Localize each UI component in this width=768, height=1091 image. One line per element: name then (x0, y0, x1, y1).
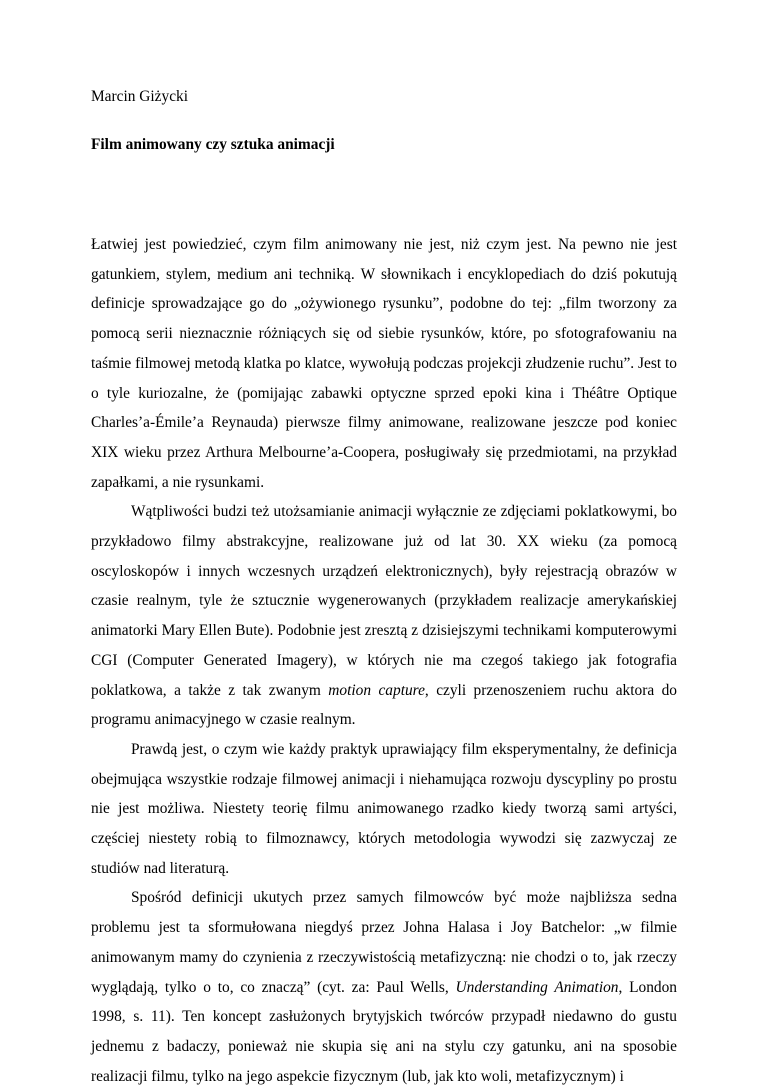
paragraph-3-text: Prawdą jest, o czym wie każdy praktyk uprawiający film eksperymentalny, że definicja obejmująca wszystkie rodzaje filmowej animacji i niehamująca rozwoju dyscypliny po prostu nie jest możliwa. Niestety teorię filmu animowanego rzadko kiedy tworzą sami artyści, częściej niestety robią to filmoznawcy, których metodologia wywodzi się zazwyczaj ze studiów nad literaturą. (91, 740, 677, 877)
paragraph-2 (91, 497, 677, 735)
paragraph-1-text: Łatwiej jest powiedzieć, czym film animowany nie jest, niż czym jest. Na pewno nie jest gatunkiem, stylem, medium ani techniką. W słownikach i encyklopediach do dziś pokutują definicje sprowadzające go do „ożywionego rysunku”, podobne do tej: „film tworzony za pomocą serii nieznacznie różniących się od siebie rysunków, które, po sfotografowaniu na taśmie filmowej metodą klatka po klatce, wywołują podczas projekcji złudzenie ruchu”. Jest to o tyle kuriozalne, że (pomijając zabawki optyczne sprzed epoki kina i Théâtre Optique Charles’a-Émile’a Reynauda) pierwsze filmy animowane, realizowane jeszcze pod koniec XIX wieku przez Arthura Melbourne’a-Coopera, posługiwały się przedmiotami, na przykład zapałkami, a nie rysunkami. (91, 236, 677, 491)
paragraph-4-text-b: , London 1998, s. 11). Ten koncept zasłużonych brytyjskich twórców przypadł niedawno do gustu jednemu z badaczy, ponieważ nie skupia się ani na stylu czy gatunku, ani na sposobie realizacji filmu, tylko na jego aspekcie fizycznym (lub, jak kto woli, metafizycznym) i (91, 978, 677, 1085)
paragraph-1 (91, 230, 677, 497)
author-name: Marcin Giżycki (91, 88, 189, 105)
paragraph-3 (91, 735, 677, 884)
paragraph-4-text-a: Spośród definicji ukutych przez samych filmowców być może najbliższa sedna problemu jest ta sformułowana niegdyś przez Johna Halasa i Joy Batchelor: „w filmie animowanym mamy do czynienia z rzeczywistością metafizyczną: nie chodzi o to, jak rzeczy wyglądają, tylko o to, co znaczą” (cyt. za: Paul Wells, (91, 889, 677, 996)
article-title: Film animowany czy sztuka animacji (91, 136, 335, 153)
paragraph-2-text-a: Wątpliwości budzi też utożsamianie animacji wyłącznie ze zdjęciami poklatkowymi, bo przykładowo filmy abstrakcyjne, realizowane już od lat 30. XX wieku (za pomocą oscyloskopów i innych wczesnych urządzeń elektronicznych), były rejestracją obrazów w czasie realnym, tyle że sztucznie wygenerowanych (przykładem realizacje amerykańskiej animatorki Mary Ellen Bute). Podobnie jest zresztą z dzisiejszymi technikami komputerowymi CGI (Computer Generated Imagery), w których nie ma czegoś takiego jak fotografia poklatkowa, a także z tak zwanym (91, 503, 677, 699)
paragraph-4-italic-book-title: Understanding Animation (455, 978, 619, 996)
paragraph-2-text-b: , czyli przenoszeniem ruchu aktora do programu animacyjnego w czasie realnym. (91, 681, 678, 729)
article-body (91, 230, 677, 1091)
paragraph-4 (91, 883, 677, 1091)
paragraph-2-italic-term: motion capture (328, 681, 425, 699)
